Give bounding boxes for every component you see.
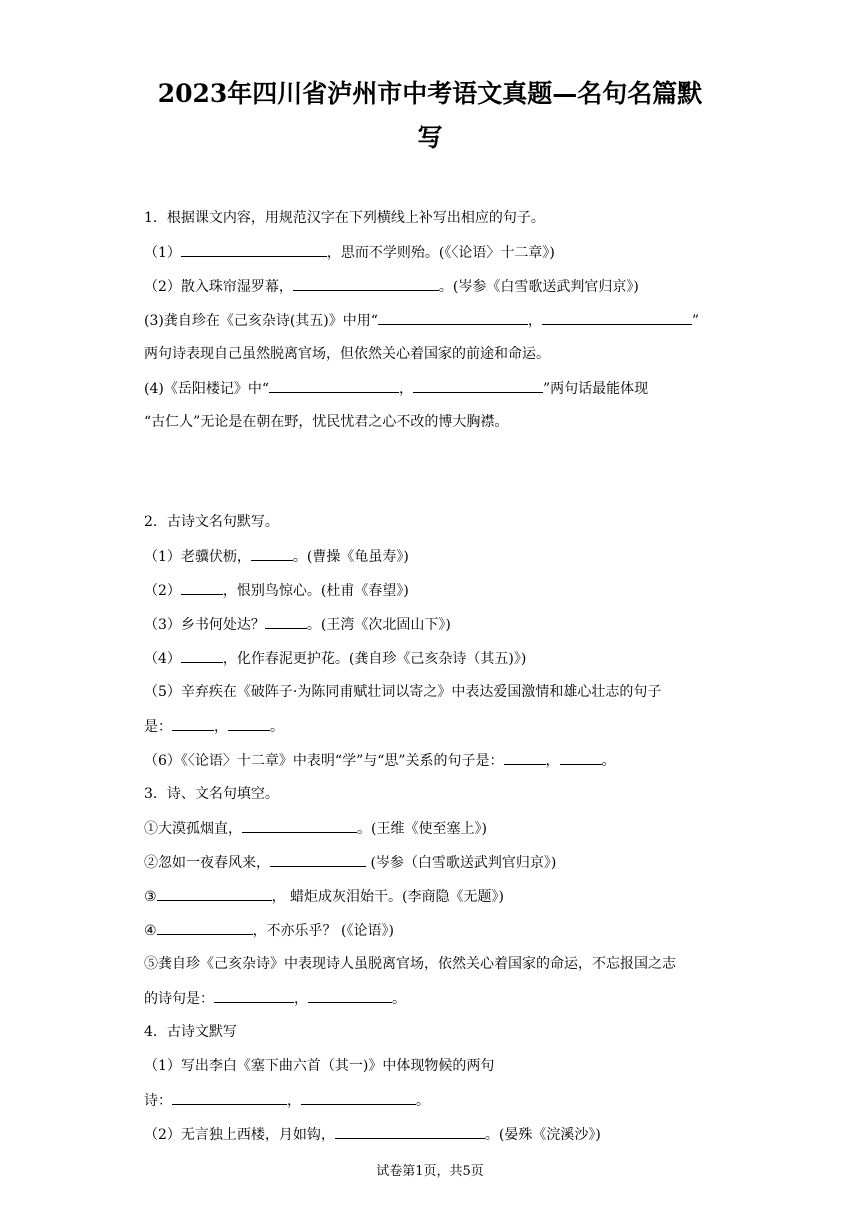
q3-item-5: ⑤龚自珍《己亥杂诗》中表现诗人虽脱离官场，依然关心着国家的命运，不忘报国之志: [144, 956, 676, 972]
q2-item-5-prefix: 是：: [144, 719, 172, 735]
q3-item-3: [144, 886, 720, 907]
answer-blank[interactable]: [157, 920, 253, 935]
q4-item-1-end: 。: [416, 1093, 430, 1109]
page-footer: 试卷第1页，共5页: [376, 1164, 484, 1179]
q3-item-5-cont: [144, 988, 720, 1009]
q2-item-2: [144, 580, 720, 601]
answer-blank[interactable]: [181, 242, 327, 257]
answer-blank[interactable]: [172, 1090, 287, 1105]
q1-item-4-suffix: ”两句话最能体现: [543, 381, 649, 397]
q4-item-1-prefix: 诗：: [144, 1093, 172, 1109]
q1-item-3-sep: ，: [527, 313, 542, 329]
q2-item-1-prefix: （1）老骥伏枥，: [144, 549, 251, 565]
q2-item-2-prefix: （2）: [144, 583, 181, 599]
answer-blank[interactable]: [269, 378, 399, 393]
q2-item-5: （5）辛弃疾在《破阵子·为陈同甫赋壮词以寄之》中表达爱国激情和雄心壮志的句子: [144, 684, 662, 700]
q1-item-2: [144, 276, 720, 297]
q3-item-5-sep: ，: [294, 991, 308, 1007]
q3-item-1-suffix: 。(王维《使至塞上》): [357, 821, 487, 837]
q2-item-3: [144, 614, 720, 635]
q2-item-3-prefix: （3）乡书何处达？: [144, 617, 265, 633]
q2-item-4: [144, 648, 720, 669]
answer-blank[interactable]: [157, 886, 272, 901]
answer-blank[interactable]: [504, 750, 546, 765]
q1-item-1-suffix: ，思而不学则殆。(《〈论语〉十二章》): [326, 245, 555, 261]
q4-item-2-suffix: 。(晏殊《浣溪沙》): [484, 1127, 601, 1143]
q1-item-1-prefix: （1）: [144, 245, 181, 261]
q2-item-4-suffix: ，化作春泥更护花。(龚自珍《己亥杂诗（其五)》): [222, 651, 527, 667]
q2-item-3-suffix: 。(王湾《次北固山下》): [306, 617, 451, 633]
q1-item-1: [144, 242, 720, 263]
answer-blank[interactable]: [270, 852, 366, 867]
q1-item-4: [144, 378, 720, 399]
q1-item-4-cont: “古仁人”无论是在朝在野，忧民忧君之心不改的博大胸襟。: [144, 414, 509, 430]
q1-item-3-close: ”: [691, 313, 700, 329]
q2-item-5-cont: [144, 716, 720, 737]
q3-item-2: [144, 852, 720, 873]
answer-blank[interactable]: [265, 614, 307, 629]
answer-blank[interactable]: [308, 988, 392, 1003]
q4-item-1: （1）写出李白《塞下曲六首（其一)》中体现物候的两句: [144, 1058, 495, 1074]
q1-item-4-sep: ，: [399, 381, 413, 397]
q2-item-6-end: 。: [601, 753, 616, 769]
q1-item-2-suffix: 。(岑参《白雪歌送武判官归京》): [438, 279, 639, 295]
answer-blank[interactable]: [251, 546, 293, 561]
q4-item-2-prefix: （2）无言独上西楼，月如钩，: [144, 1127, 335, 1143]
q3-item-2-prefix: ②忽如一夜春风来，: [144, 855, 270, 871]
q2-item-1: [144, 546, 720, 567]
q3-item-5-prefix: 的诗句是：: [144, 991, 214, 1007]
answer-blank[interactable]: [242, 818, 357, 833]
q2-item-1-suffix: 。(曹操《龟虽寿》): [292, 549, 409, 565]
q1-item-3-cont: 两句诗表现自己虽然脱离官场，但依然关心着国家的前途和命运。: [144, 346, 550, 362]
answer-blank[interactable]: [293, 276, 439, 291]
answer-blank[interactable]: [560, 750, 602, 765]
q4-item-1-sep: ，: [287, 1093, 301, 1109]
answer-blank[interactable]: [413, 378, 543, 393]
answer-blank[interactable]: [542, 310, 692, 325]
q2-heading: 2．古诗文名句默写。: [144, 514, 279, 530]
q3-item-1: [144, 818, 720, 839]
page-title: [140, 72, 720, 160]
answer-blank[interactable]: [378, 310, 528, 325]
q2-item-6-prefix: （6）《〈论语〉十二章》中表明“学”与“思”关系的句子是：: [144, 753, 504, 769]
q3-item-4: [144, 920, 720, 941]
answer-blank[interactable]: [301, 1090, 416, 1105]
answer-blank[interactable]: [181, 648, 223, 663]
q2-item-4-prefix: （4）: [144, 651, 181, 667]
answer-blank[interactable]: [335, 1124, 485, 1139]
q3-item-3-suffix: ， 蜡炬成灰泪始干。(李商隐《无题》): [271, 889, 504, 905]
q2-item-2-suffix: ，恨别鸟惊心。(杜甫《春望》): [222, 583, 409, 599]
q2-item-5-end: 。: [270, 719, 284, 735]
title-line-2: 写: [417, 123, 443, 152]
q2-item-6: [144, 750, 720, 771]
q3-item-4-prefix: ④: [144, 923, 157, 939]
q1-item-3: [144, 310, 720, 331]
q1-item-4-prefix: (4)《岳阳楼记》中“: [144, 381, 269, 397]
q4-item-1-cont: [144, 1090, 720, 1111]
q2-item-5-sep: ，: [214, 719, 228, 735]
q2-item-6-sep: ，: [545, 753, 560, 769]
q3-item-5-end: 。: [392, 991, 406, 1007]
q4-heading: 4．古诗文默写: [144, 1024, 237, 1040]
q1-item-2-prefix: （2）散入珠帘湿罗幕，: [144, 279, 293, 295]
q1-heading: 1．根据课文内容，用规范汉字在下列横线上补写出相应的句子。: [144, 210, 545, 226]
q3-heading: 3．诗、文名句填空。: [144, 786, 279, 802]
answer-blank[interactable]: [172, 716, 214, 731]
q4-item-2: [144, 1124, 720, 1145]
title-line-1: 2023年四川省泸州市中考语文真题—名句名篇默: [157, 79, 703, 108]
answer-blank[interactable]: [228, 716, 270, 731]
q3-item-2-suffix: (岑参（白雪歌送武判官归京》): [366, 855, 557, 871]
q3-item-3-prefix: ③: [144, 889, 157, 905]
q3-item-1-prefix: ①大漠孤烟直，: [144, 821, 242, 837]
answer-blank[interactable]: [214, 988, 294, 1003]
answer-blank[interactable]: [181, 580, 223, 595]
q1-item-3-prefix: (3)龚自珍在《己亥杂诗(其五)》中用“: [144, 313, 378, 329]
q3-item-4-suffix: ，不亦乐乎？ (《论语》): [252, 923, 394, 939]
